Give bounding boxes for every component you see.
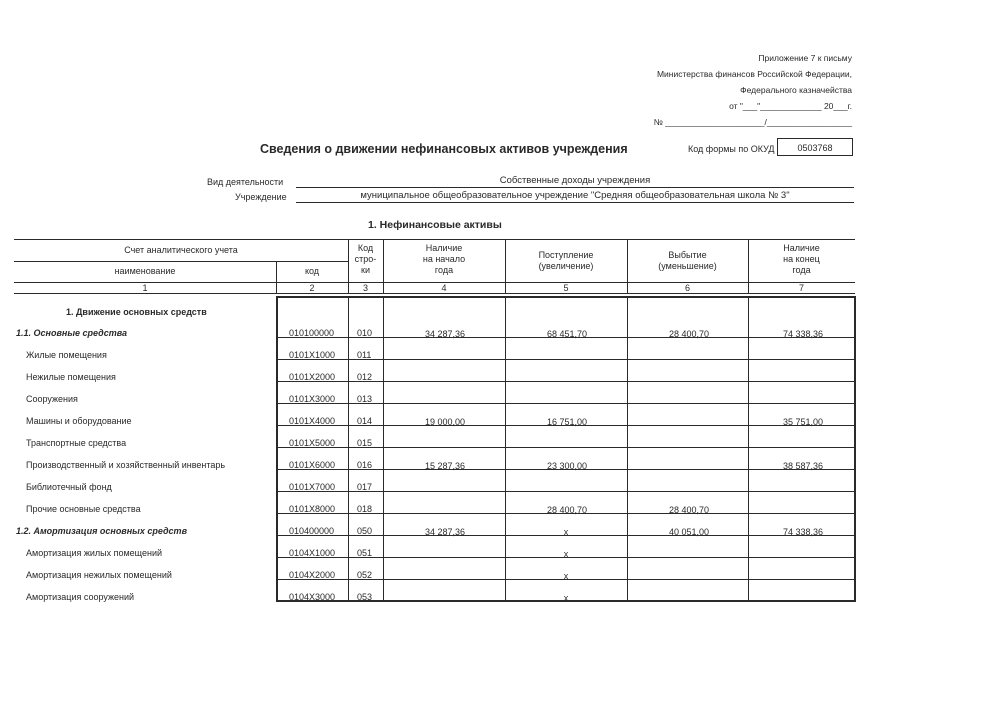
- th-num-4: 4: [441, 283, 447, 293]
- cell-out: 40 051,00: [668, 527, 709, 537]
- form-title: Сведения о движении нефинансовых активов учреждения: [260, 142, 628, 156]
- cell-code: 0101X3000: [289, 394, 336, 404]
- institution-label: Учреждение: [235, 192, 287, 202]
- cell-out: 28 400,70: [668, 329, 709, 339]
- okud-label: Код формы по ОКУД: [688, 144, 775, 154]
- cell-in: x: [563, 549, 569, 559]
- cell-begin: 19 000,00: [424, 417, 465, 427]
- cell-end: 74 338,36: [782, 329, 823, 339]
- institution-value: муниципальное общеобразовательное учреждение "Средняя общеобразовательная школа № 3": [296, 189, 854, 203]
- cell-code: 0101X1000: [289, 350, 336, 360]
- cell-code: 0101X5000: [289, 438, 336, 448]
- cell-end: 35 751,00: [782, 417, 823, 427]
- header-col-line-0: [276, 261, 277, 293]
- cell-code: 0101X4000: [289, 416, 336, 426]
- cell-code: 0104X2000: [289, 570, 336, 580]
- cell-name: Амортизация жилых помещений: [26, 548, 163, 558]
- cell-line: 010: [357, 328, 373, 338]
- header-col-line-1: [348, 239, 349, 293]
- body-col-line-4: [748, 296, 749, 600]
- cell-name: Нежилые помещения: [26, 372, 116, 382]
- body-col-line-1: [383, 296, 384, 600]
- cell-name: Библиотечный фонд: [26, 482, 112, 492]
- section-heading: 1. Движение основных средств: [66, 307, 207, 317]
- cell-code: 0101X7000: [289, 482, 336, 492]
- th-num-7: 7: [798, 283, 804, 293]
- activity-label: Вид деятельности: [207, 177, 284, 187]
- cell-in: x: [563, 593, 569, 603]
- cell-name: Амортизация нежилых помещений: [26, 570, 172, 580]
- table-top-border: [14, 239, 855, 240]
- th-row-code: Код стро- ки: [354, 243, 377, 275]
- cell-in: x: [563, 571, 569, 581]
- th-end: Наличие на конец года: [783, 243, 820, 275]
- cell-line: 017: [357, 482, 373, 492]
- cell-in: 68 451,70: [546, 329, 587, 339]
- cell-line: 014: [357, 416, 373, 426]
- cell-in: 16 751,00: [546, 417, 587, 427]
- cell-line: 050: [357, 526, 373, 536]
- cell-name: Амортизация сооружений: [26, 592, 135, 602]
- th-account-group: Счет аналитического учета: [124, 245, 238, 255]
- cell-in: 28 400,70: [546, 505, 587, 515]
- cell-begin: 15 287,36: [424, 461, 465, 471]
- header-divider-group: [14, 261, 348, 262]
- cell-end: 38 587,36: [782, 461, 823, 471]
- th-num-3: 3: [362, 283, 368, 293]
- cell-line: 015: [357, 438, 373, 448]
- cell-begin: 34 287,36: [424, 527, 465, 537]
- header-date-line: от "___"_____________ 20___г.: [729, 101, 852, 111]
- cell-line: 052: [357, 570, 373, 580]
- cell-line: 018: [357, 504, 373, 514]
- cell-code: 0104X3000: [289, 592, 336, 602]
- header-line-2: Министерства финансов Российской Федерации,: [656, 69, 852, 79]
- cell-end: 74 338,36: [782, 527, 823, 537]
- cell-begin: 34 287,36: [424, 329, 465, 339]
- header-col-line-4: [627, 239, 628, 293]
- cell-name: Транспортные средства: [26, 438, 127, 448]
- cell-line: 013: [357, 394, 373, 404]
- header-number-line: № _____________________/__________________: [653, 117, 852, 127]
- cell-name: 1.1. Основные средства: [16, 328, 128, 338]
- cell-name: Прочие основные средства: [26, 504, 141, 514]
- header-divider-numbers: [14, 293, 855, 294]
- body-frame-top: [276, 296, 856, 298]
- cell-in: 23 300,00: [546, 461, 587, 471]
- th-num-5: 5: [563, 283, 569, 293]
- th-code: код: [304, 266, 320, 276]
- th-increase: Поступление (увеличение): [538, 250, 594, 271]
- activity-value: Собственные доходы учреждения: [296, 174, 854, 188]
- cell-line: 012: [357, 372, 373, 382]
- th-num-6: 6: [684, 283, 690, 293]
- header-line-3: Федерального казначейства: [740, 85, 852, 95]
- okud-code: 0503768: [777, 138, 853, 156]
- cell-line: 016: [357, 460, 373, 470]
- th-begin: Наличие на начало года: [422, 243, 466, 275]
- header-col-line-2: [383, 239, 384, 293]
- th-name: наименование: [114, 266, 176, 276]
- cell-code: 0101X6000: [289, 460, 336, 470]
- cell-name: Жилые помещения: [26, 350, 107, 360]
- cell-code: 0104X1000: [289, 548, 336, 558]
- cell-name: Производственный и хозяйственный инвентарь: [26, 460, 226, 470]
- cell-line: 053: [357, 592, 373, 602]
- th-num-1: 1: [142, 283, 148, 293]
- cell-in: x: [563, 527, 569, 537]
- th-decrease: Выбытие (уменьшение): [658, 250, 717, 271]
- th-num-2: 2: [309, 283, 315, 293]
- header-col-line-3: [505, 239, 506, 293]
- header-divider-main: [14, 282, 855, 283]
- cell-code: 010400000: [289, 526, 335, 536]
- section-title: 1. Нефинансовые активы: [368, 219, 502, 231]
- body-col-line-3: [627, 296, 628, 600]
- cell-name: Сооружения: [26, 394, 78, 404]
- header-line-1: Приложение 7 к письму: [758, 53, 852, 63]
- cell-line: 011: [357, 350, 372, 360]
- cell-name: 1.2. Амортизация основных средств: [16, 526, 187, 536]
- cell-name: Машины и оборудование: [26, 416, 132, 426]
- cell-out: 28 400,70: [668, 505, 709, 515]
- cell-code: 010100000: [289, 328, 335, 338]
- cell-line: 051: [357, 548, 373, 558]
- cell-code: 0101X8000: [289, 504, 336, 514]
- header-col-line-5: [748, 239, 749, 293]
- cell-code: 0101X2000: [289, 372, 336, 382]
